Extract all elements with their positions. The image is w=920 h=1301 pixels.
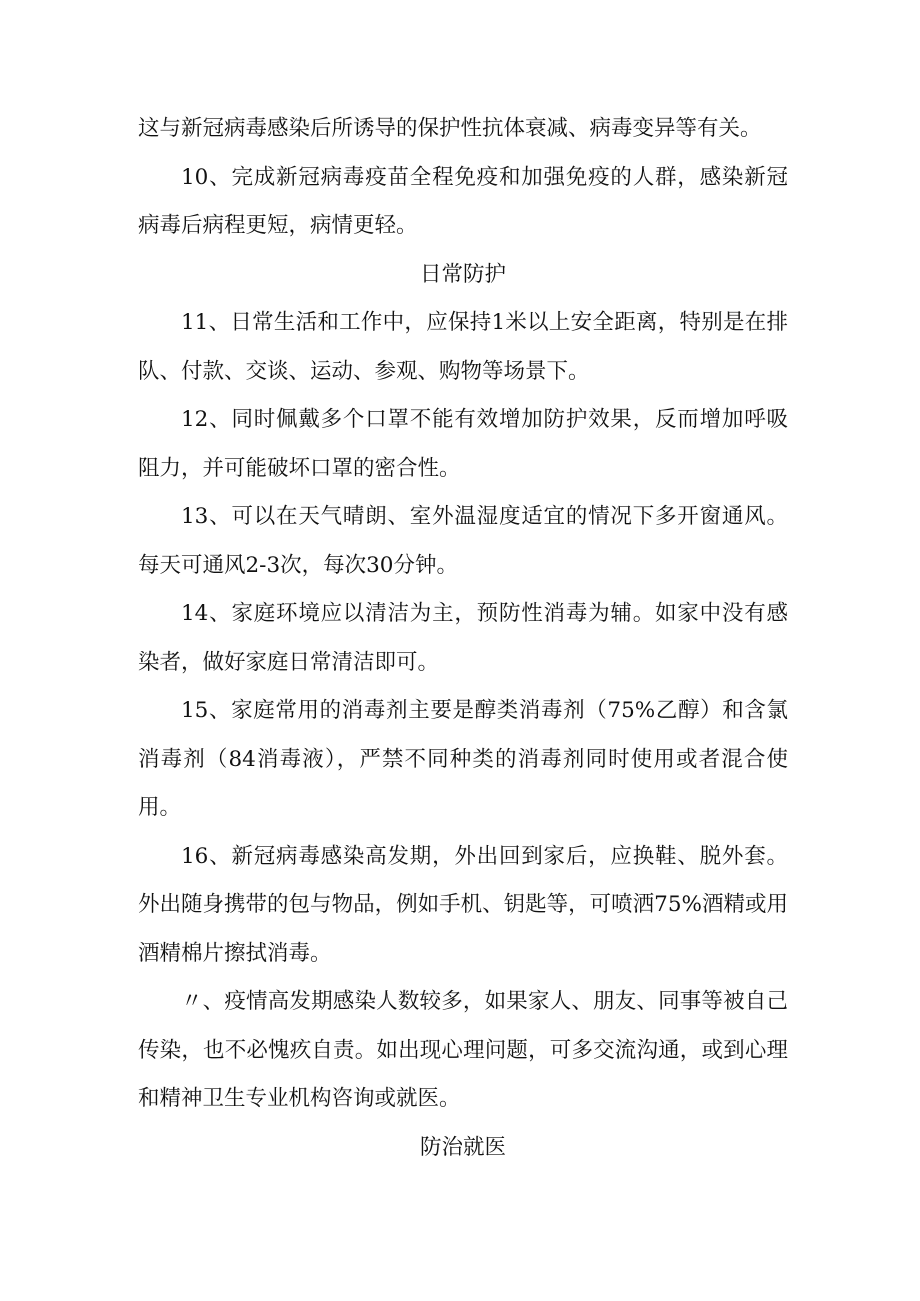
item-14-paragraph: 14、家庭环境应以清洁为主，预防性消毒为辅。如家中没有感染者，做好家庭日常清洁即可。 [138,601,788,675]
item-10-paragraph: 10、完成新冠病毒疫苗全程免疫和加强免疫的人群，感染新冠病毒后病程更短，病情更轻。 [138,164,788,238]
continuation-paragraph: 这与新冠病毒感染后所诱导的保护性抗体衰减、病毒变异等有关。 [138,116,762,141]
item-15-paragraph: 15、家庭常用的消毒剂主要是醇类消毒剂（75%乙醇）和含氯消毒剂（84消毒液），严禁不同种类的消毒剂同时使用或者混合使用。 [138,698,788,820]
item-16-paragraph: 16、新冠病毒感染高发期，外出回到家后，应换鞋、脱外套。外出随身携带的包与物品，例如手机、钥匙等，可喷洒75%酒精或用酒精棉片擦拭消毒。 [138,843,788,966]
item-12-paragraph: 12、同时佩戴多个口罩不能有效增加防护效果，反而增加呼吸阻力，并可能破坏口罩的密合性。 [138,407,788,481]
item-11-paragraph: 11、日常生活和工作中，应保持1米以上安全距离，特别是在排队、付款、交谈、运动、参观、购物等场景下。 [138,310,788,384]
document-body [138,105,788,1172]
item-13-paragraph: 13、可以在天气晴朗、室外温湿度适宜的情况下多开窗通风。每天可通风2-3次，每次30分钟。 [138,504,788,578]
section-heading-daily-protection: 日常防护 [419,261,506,287]
item-17-paragraph: 〃、疫情高发期感染人数较多，如果家人、朋友、同事等被自己传染，也不必愧疚自责。如出现心理问题，可多交流沟通，或到心理和精神卫生专业机构咨询或就医。 [138,989,788,1111]
section-heading-prevention-treatment: 防治就医 [419,1134,506,1160]
